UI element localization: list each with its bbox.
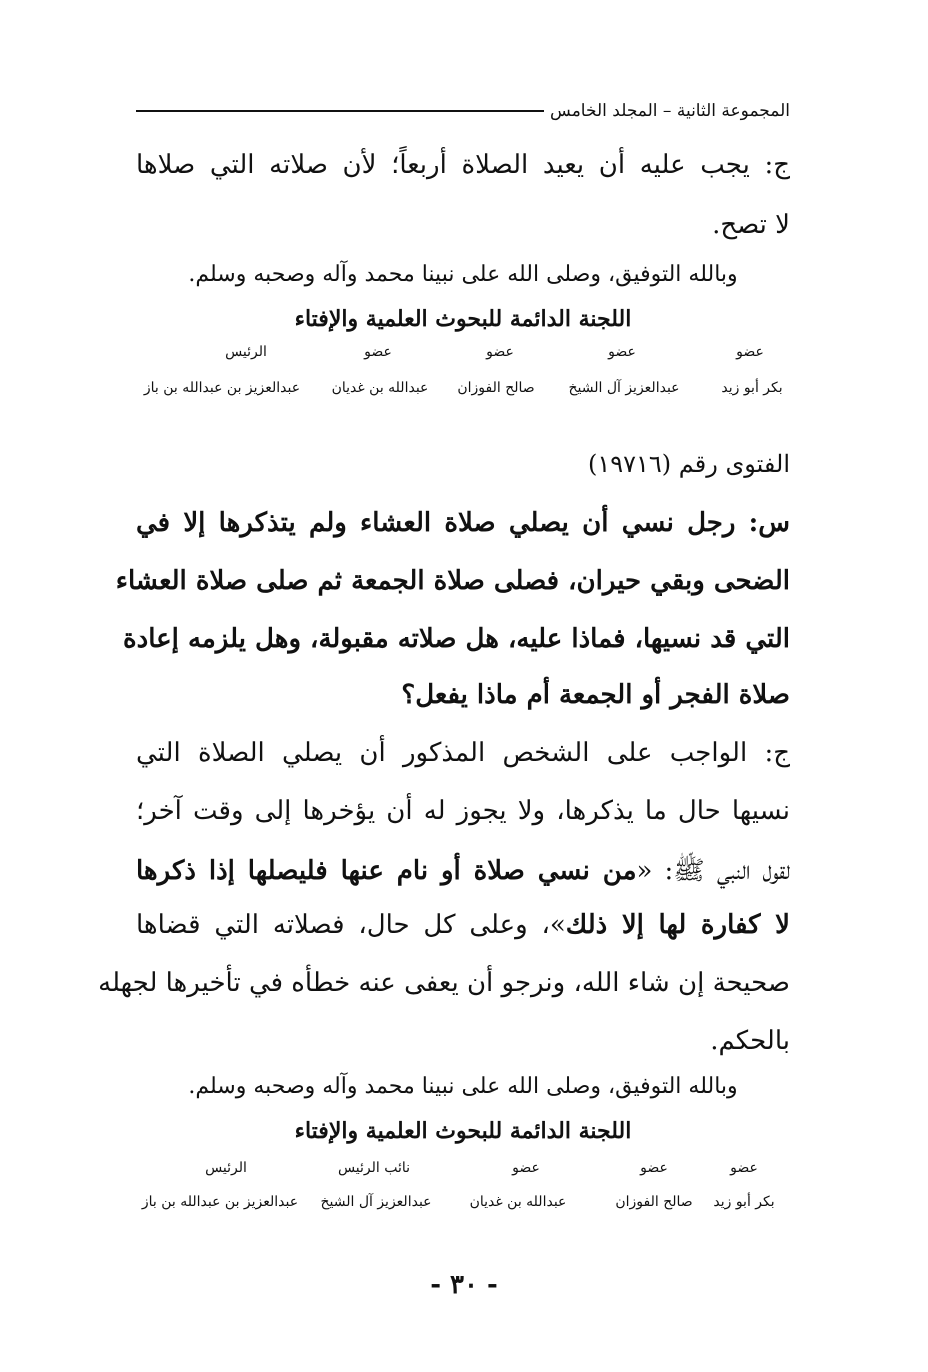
hadith-text-part-2: لا كفارة لها إلا ذلك: [565, 910, 790, 940]
hadith-intro: لقول النبي ﷺ: «: [636, 856, 790, 886]
signatory-name: عبدالله بن غديان: [331, 380, 429, 396]
signatory-name: بكر أبو زيد: [721, 380, 783, 396]
signatory-name: صالح الفوزان: [615, 1194, 693, 1210]
signatory-role: عضو: [640, 1160, 668, 1176]
signatory-role: عضو: [730, 1160, 758, 1176]
answer-2-line-3: [136, 854, 790, 892]
answer-2-line-6: بالحكم.: [710, 1026, 790, 1056]
signatory-role: الرئيس: [225, 344, 267, 360]
running-header: [136, 96, 790, 126]
signatory-roles-2: [136, 1160, 790, 1182]
signatory-name: عبدالعزيز آل الشيخ: [568, 380, 680, 396]
answer-2-line-1: ج: الواجب على الشخص المذكور أن يصلي الصلاة التي: [136, 738, 790, 768]
answer-2-line-5: صحيحة إن شاء الله، ونرجو أن يعفى عنه خطأه في تأخيرها لجهله: [98, 968, 790, 998]
question-line-4: صلاة الفجر أو الجمعة أم ماذا يفعل؟: [401, 680, 790, 710]
signatory-role: عضو: [736, 344, 764, 360]
committee-name-2: اللجنة الدائمة للبحوث العلمية والإفتاء: [294, 1118, 632, 1144]
answer-1-line-2: لا تصح.: [712, 210, 790, 240]
page-number: - ٣٠ -: [430, 1270, 498, 1300]
answer-2-line-2: نسيها حال ما يذكرها، ولا يجوز له أن يؤخرها إلى وقت آخر؛: [136, 796, 790, 826]
signatory-role: عضو: [512, 1160, 540, 1176]
signatory-name: عبدالعزيز بن عبدالله بن باز: [141, 1194, 299, 1210]
question-line-2: الضحى وبقي حيران، فصلى صلاة الجمعة ثم صلى صلاة العشاء: [115, 566, 790, 596]
fatwa-number: الفتوى رقم (١٩٧١٦): [587, 450, 790, 478]
closing-formula-2: وبالله التوفيق، وصلى الله على نبينا محمد وآله وصحبه وسلم.: [188, 1074, 738, 1099]
question-line-3: التي قد نسيها، فماذا عليه، هل صلاته مقبولة، وهل يلزمه إعادة: [123, 624, 790, 654]
closing-formula-1: وبالله التوفيق، وصلى الله على نبينا محمد وآله وصحبه وسلم.: [188, 262, 738, 287]
answer-2-line-4: [136, 910, 790, 940]
signatory-role: عضو: [608, 344, 636, 360]
committee-name-1: اللجنة الدائمة للبحوث العلمية والإفتاء: [294, 306, 632, 332]
question-line-1: س: رجل نسي أن يصلي صلاة العشاء ولم يتذكرها إلا في: [136, 508, 790, 538]
signatory-role: نائب الرئيس: [337, 1160, 411, 1176]
signatory-names-2: [136, 1194, 790, 1216]
signatory-role: الرئيس: [205, 1160, 247, 1176]
volume-title: المجموعة الثانية – المجلد الخامس: [550, 101, 790, 121]
signatory-name: عبدالعزيز بن عبدالله بن باز: [143, 380, 301, 396]
signatory-role: عضو: [486, 344, 514, 360]
answer-1-line-1: ج: يجب عليه أن يعيد الصلاة أربعاً؛ لأن صلاته التي صلاها: [136, 150, 790, 180]
header-rule: [136, 110, 544, 112]
hadith-text-part-1: من نسي صلاة أو نام عنها فليصلها إذا ذكرها: [136, 856, 637, 886]
signatory-roles-1: [136, 344, 790, 366]
answer-2-line-4-rest: »، وعلى كل حال، فصلاته التي قضاها: [136, 910, 566, 940]
signatory-name: صالح الفوزان: [457, 380, 535, 396]
signatory-role: عضو: [364, 344, 392, 360]
signatory-names-1: [136, 380, 790, 402]
signatory-name: بكر أبو زيد: [713, 1194, 775, 1210]
signatory-name: عبدالعزيز آل الشيخ: [320, 1194, 432, 1210]
signatory-name: عبدالله بن غديان: [469, 1194, 567, 1210]
